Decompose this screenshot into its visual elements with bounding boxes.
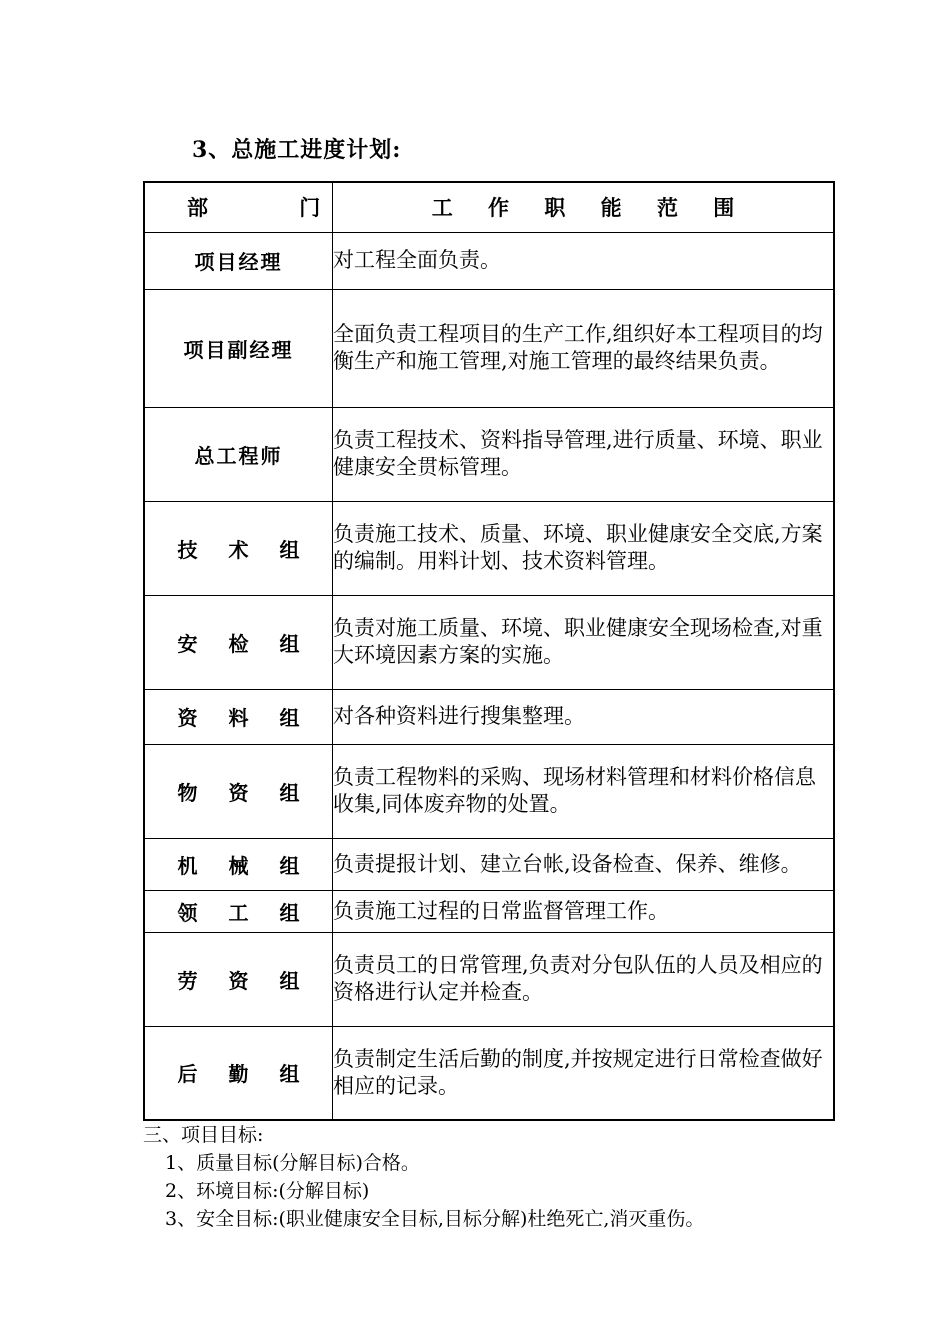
target-item-quality: 1、质量目标(分解目标)合格。 [165, 1152, 420, 1174]
section-heading: 3、总施工进度计划: [192, 137, 402, 163]
department-cell: 项目经理 [144, 232, 333, 289]
department-cell: 劳 资 组 [144, 932, 333, 1026]
scope-cell: 负责施工过程的日常监督管理工作。 [333, 890, 835, 932]
target-item-safety: 3、安全目标:(职业健康安全目标,目标分解)杜绝死亡,消灭重伤。 [165, 1208, 705, 1230]
scope-cell: 负责工程物料的采购、现场材料管理和材料价格信息收集,同体废弃物的处置。 [333, 744, 835, 838]
scope-cell: 负责工程技术、资料指导管理,进行质量、环境、职业健康安全贯标管理。 [333, 407, 835, 501]
table-row [144, 232, 834, 289]
table-header-row [144, 182, 834, 232]
department-cell: 物 资 组 [144, 744, 333, 838]
scope-cell: 对各种资料进行搜集整理。 [333, 689, 835, 744]
table-row [144, 932, 834, 1026]
targets-title: 三、项目目标: [143, 1124, 264, 1146]
scope-cell: 负责提报计划、建立台帐,设备检查、保养、维修。 [333, 838, 835, 890]
target-item-environment: 2、环境目标:(分解目标) [165, 1180, 370, 1202]
department-cell: 机 械 组 [144, 838, 333, 890]
table-row [144, 1026, 834, 1120]
table-row [144, 407, 834, 501]
project-targets [143, 1121, 704, 1233]
scope-cell: 全面负责工程项目的生产工作,组织好本工程项目的均衡生产和施工管理,对施工管理的最终结果负责。 [333, 289, 835, 407]
scope-cell: 负责员工的日常管理,负责对分包队伍的人员及相应的资格进行认定并检查。 [333, 932, 835, 1026]
table-row [144, 501, 834, 595]
responsibility-table [143, 181, 835, 1121]
header-scope: 工 作 职 能 范 围 [333, 182, 835, 232]
table-row [144, 838, 834, 890]
table-row [144, 744, 834, 838]
header-department: 部 门 [144, 182, 333, 232]
table-row [144, 689, 834, 744]
department-cell: 领 工 组 [144, 890, 333, 932]
department-cell: 资 料 组 [144, 689, 333, 744]
scope-cell: 负责施工技术、质量、环境、职业健康安全交底,方案的编制。用料计划、技术资料管理。 [333, 501, 835, 595]
table-row [144, 289, 834, 407]
department-cell: 安 检 组 [144, 595, 333, 689]
department-cell: 后 勤 组 [144, 1026, 333, 1120]
department-cell: 技 术 组 [144, 501, 333, 595]
department-cell: 项目副经理 [144, 289, 333, 407]
table-row [144, 595, 834, 689]
table-row [144, 890, 834, 932]
scope-cell: 对工程全面负责。 [333, 232, 835, 289]
scope-cell: 负责对施工质量、环境、职业健康安全现场检查,对重大环境因素方案的实施。 [333, 595, 835, 689]
scope-cell: 负责制定生活后勤的制度,并按规定进行日常检查做好相应的记录。 [333, 1026, 835, 1120]
department-cell: 总工程师 [144, 407, 333, 501]
